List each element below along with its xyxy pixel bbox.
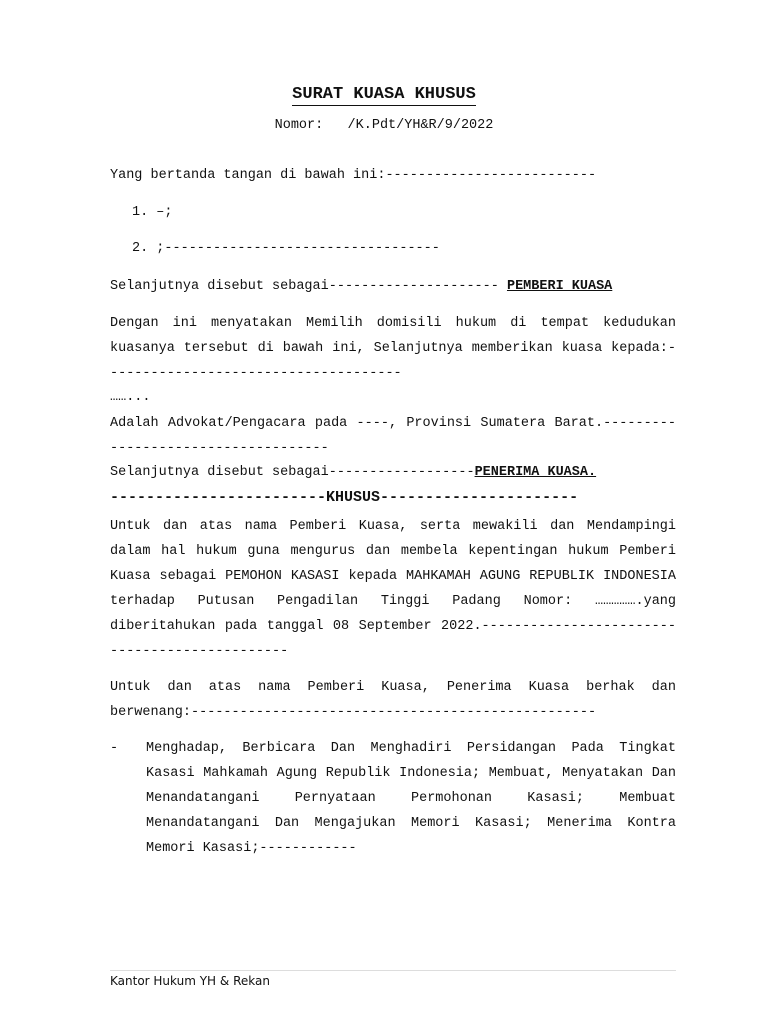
party-item-1: 1. –; [132, 205, 173, 220]
mandate-paragraph: Untuk dan atas nama Pemberi Kuasa, serta mewakili dan Mendampingi dalam hal hukum guna mengurus dan membela kepentingan hukum Pemberi Kuasa sebagai PEMOHON KASASI kepada MAHKAMAH AGUNG REPUBLIK INDONESIA terhadap Putusan Pengadilan Tinggi Padang Nomor: …………….yang diberitahukan pada tanggal 08 September 2022.---------------------------------------------- [110, 519, 676, 659]
pemberi-kuasa-line [110, 278, 676, 296]
document-title-text: SURAT KUASA KHUSUS [292, 85, 476, 104]
pemberi-kuasa-prefix: Selanjutnya disebut sebagai--------------------- [110, 279, 507, 294]
footer-divider [110, 970, 676, 971]
party-item-2: 2. ;---------------------------------- [132, 241, 440, 256]
penerima-kuasa-label: PENERIMA KUASA. [474, 465, 597, 480]
khusus-heading: ------------------------KHUSUS---------------------- [110, 489, 579, 506]
document-title [0, 85, 768, 104]
pemberi-kuasa-label: PEMBERI KUASA [506, 279, 613, 294]
advokat-paragraph: Adalah Advokat/Pengacara pada ----, Provinsi Sumatera Barat.------------------------------------ [110, 416, 676, 456]
domisili-paragraph: Dengan ini menyatakan Memilih domisili hukum di tempat kedudukan kuasanya tersebut di bawah ini, Selanjutnya memberikan kuasa kepada:------------------------------------- [110, 316, 676, 381]
document-number: Nomor: /K.Pdt/YH&R/9/2022 [274, 118, 494, 133]
bullet-paragraph: Menghadap, Berbicara Dan Menghadiri Persidangan Pada Tingkat Kasasi Mahkamah Agung Republik Indonesia; Membuat, Menyatakan Dan Menandatangani Pernyataan Permohonan Kasasi; Membuat Menandatangani Dan Mengajukan Memori Kasasi; Menerima Kontra Memori Kasasi;------------ [146, 741, 676, 856]
penerima-kuasa-prefix: Selanjutnya disebut sebagai------------------ [110, 465, 475, 480]
dots-line: ……... [110, 390, 151, 405]
authority-paragraph: Untuk dan atas nama Pemberi Kuasa, Penerima Kuasa berhak dan berwenang:-------------------------------------------------- [110, 680, 676, 720]
penerima-kuasa-line [110, 464, 676, 482]
footer-text: Kantor Hukum YH & Rekan [110, 974, 270, 988]
intro-line: Yang bertanda tangan di bawah ini:-------------------------- [110, 168, 597, 183]
bullet-marker: - [110, 741, 119, 756]
